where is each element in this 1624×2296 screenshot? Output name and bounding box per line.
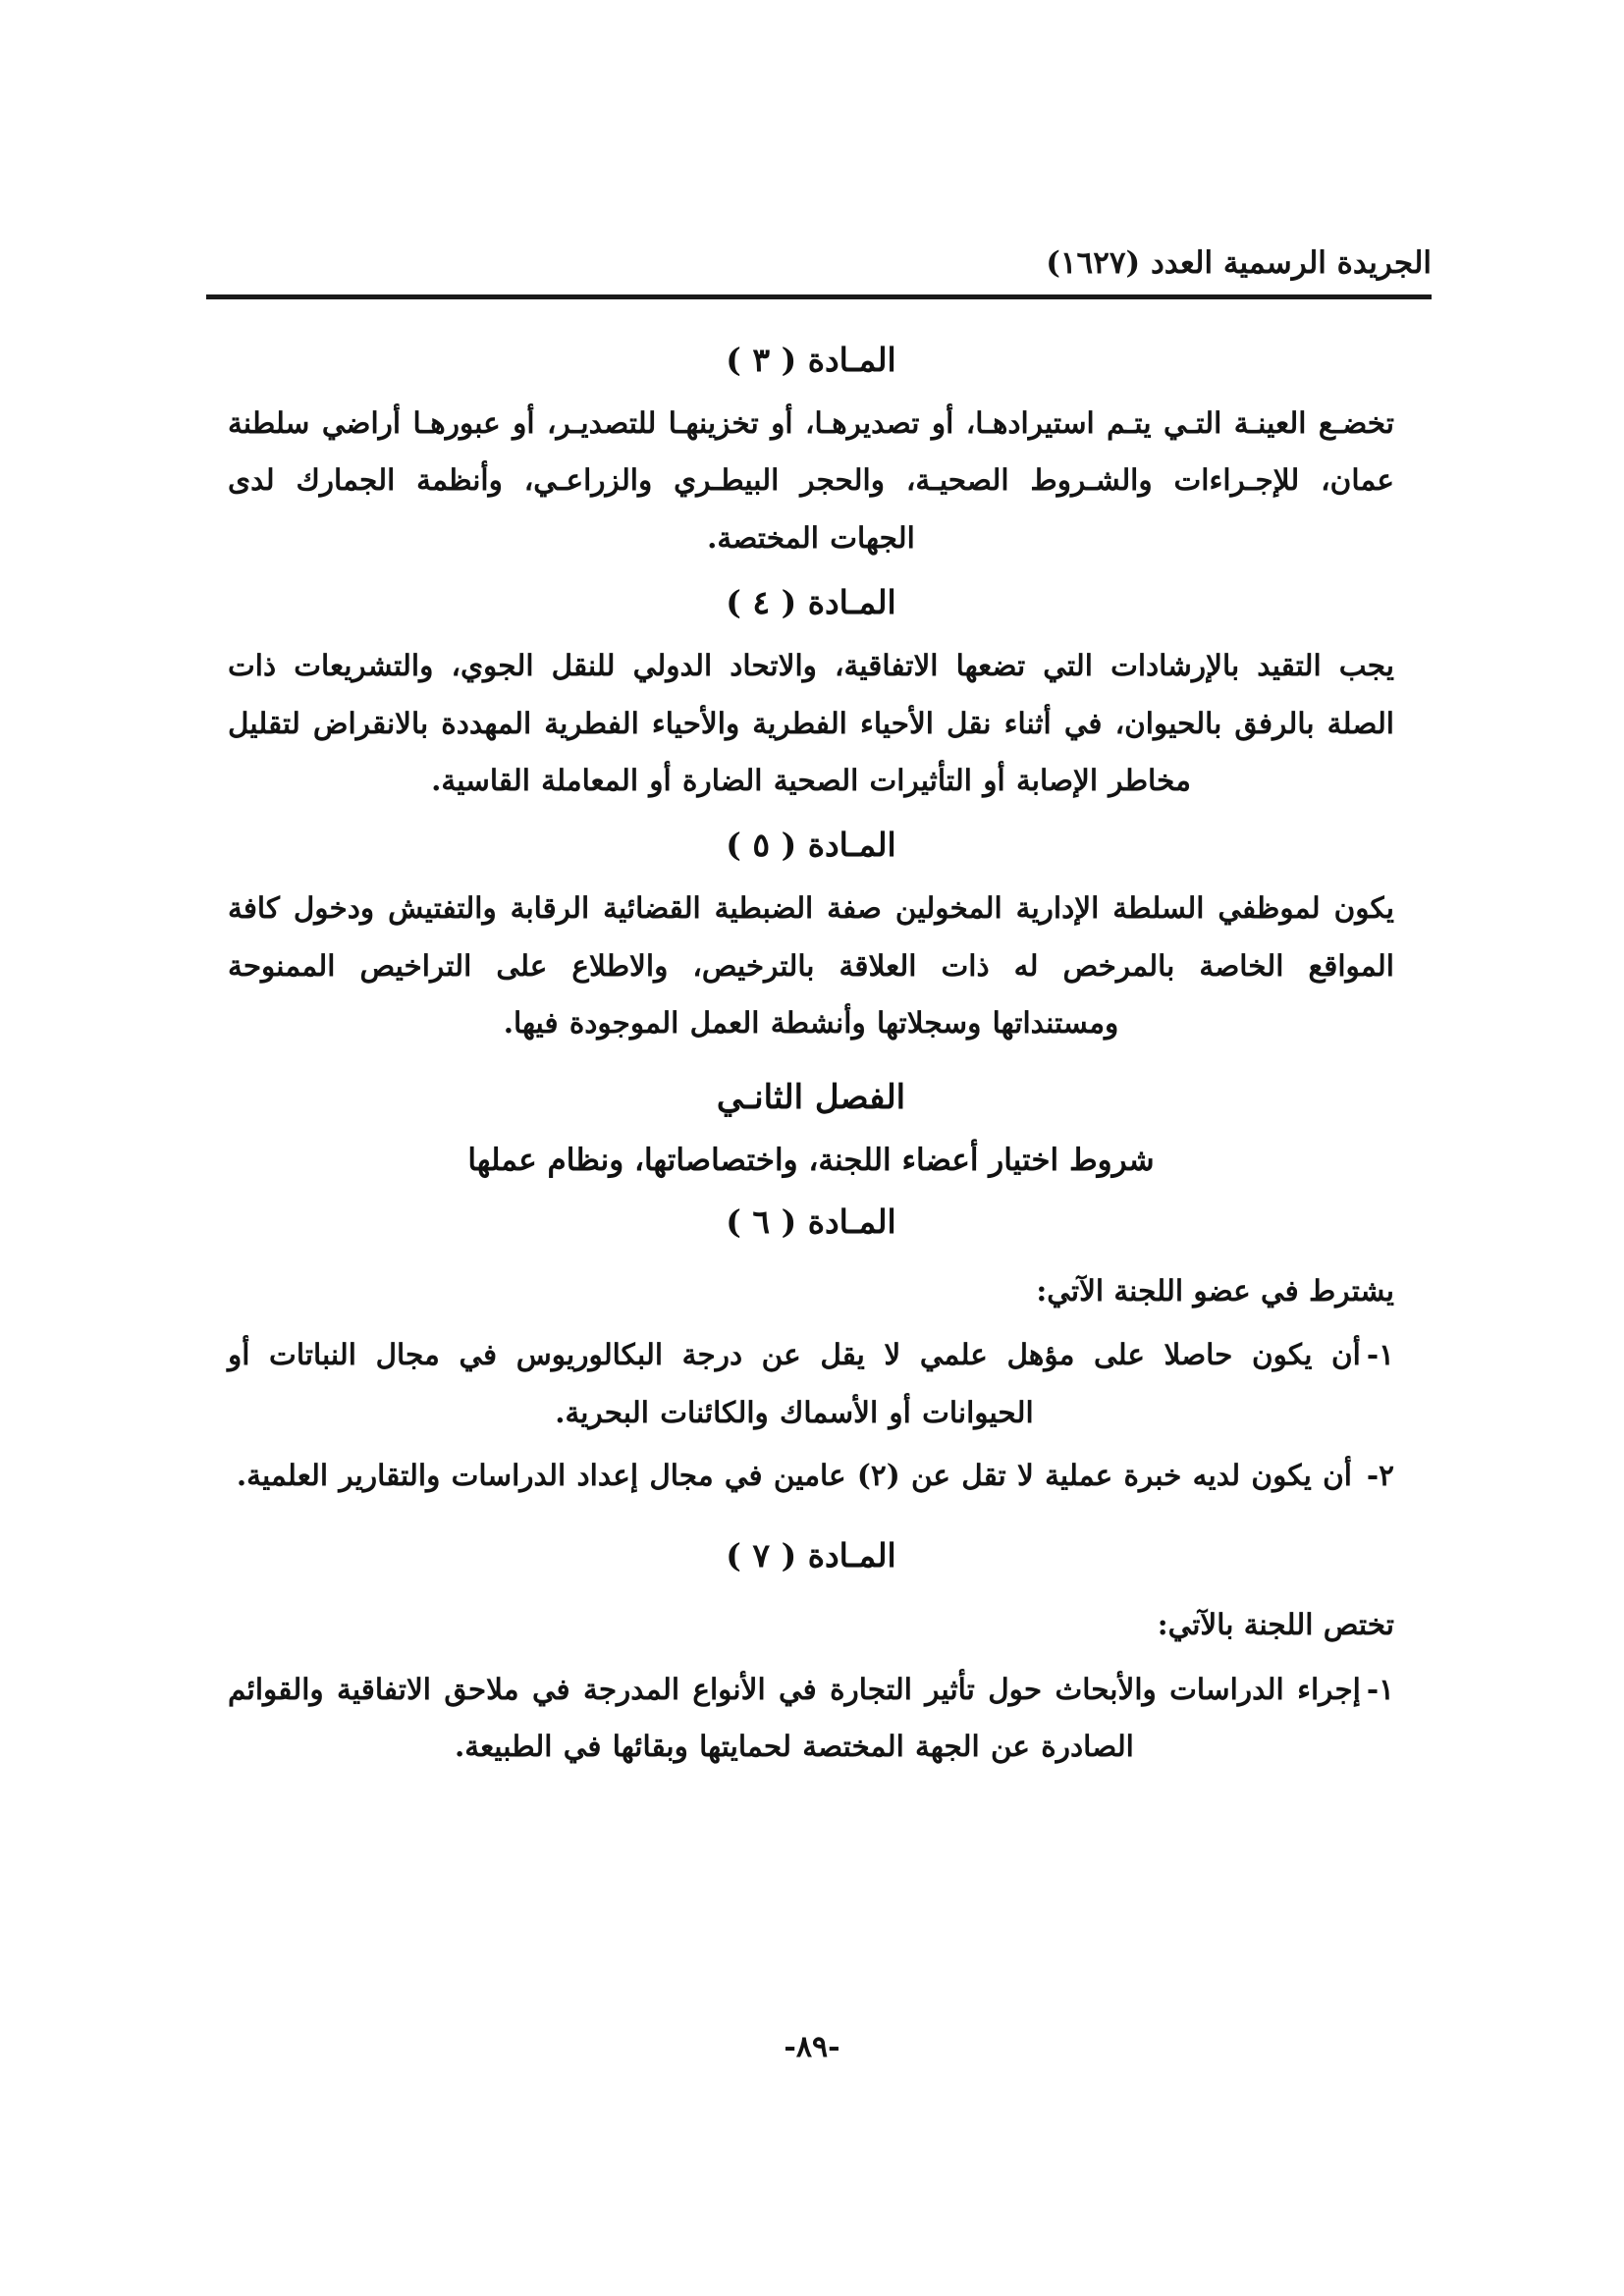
- article-heading-5: المـادة ( ٥ ): [726, 826, 896, 865]
- article-6-lead-in: يشترط في عضو اللجنة الآتي:: [1036, 1272, 1394, 1308]
- spacer: [228, 1504, 1394, 1520]
- article-body-5: يكون لموظفي السلطة الإدارية المخولين صفة الضبطية القضائية الرقابة والتفتيش ودخول كافة المواقع الخاصة بالمرخص له ذات العلاقة بالترخيص، والاطلاع على التراخيص الممنوحة ومستنداتها وسجلاتها وأنشطة العمل الموجودة فيها.: [228, 890, 1394, 1041]
- article-7-lead-in: تختص اللجنة بالآتي:: [1157, 1607, 1394, 1642]
- list-item: [228, 1320, 1394, 1441]
- article-body-3: تخضـع العينـة التـي يتـم استيرادهـا، أو تصديرهـا، أو تخزينهـا للتصديـر، أو عبورهـا أراضي سلطنة عمان، للإجـراءات والشـروط الصحيـة، والحجر البيطـري والزراعـي، وأنظمة الجمارك لدى الجهات المختصة.: [228, 405, 1394, 555]
- list-item: [228, 1655, 1394, 1776]
- header-rule: [206, 294, 1432, 299]
- list-item-marker: ١-: [1366, 1337, 1394, 1372]
- list-item-marker: ٢-: [1366, 1457, 1394, 1492]
- chapter-title: الفصل الثانـي: [716, 1077, 906, 1117]
- running-head: [206, 245, 1432, 281]
- chapter-block: [228, 1052, 1394, 1186]
- article-heading-3: المـادة ( ٣ ): [726, 341, 896, 379]
- article-7-list: [228, 1655, 1394, 1776]
- article-body-4: يجب التقيد بالإرشادات التي تضعها الاتفاقية، والاتحاد الدولي للنقل الجوي، والتشريعات ذات الصلة بالرفق بالحيوان، في أثناء نقل الأحياء الفطرية والأحياء الفطرية المهددة بالانقراض لتقليل مخاطر الإصابة أو التأثيرات الصحية الضارة أو المعاملة القاسية.: [228, 648, 1394, 798]
- article-heading-4: المـادة ( ٤ ): [726, 583, 896, 622]
- article-6-list: [228, 1320, 1394, 1504]
- list-item-text: أن يكون لديه خبرة عملية لا تقل عن (٢) عامين في مجال إعداد الدراسات والتقارير العلمية.: [236, 1457, 1352, 1492]
- list-item: [228, 1441, 1394, 1504]
- page-number: -٨٩-: [784, 2030, 840, 2064]
- chapter-subtitle: شروط اختيار أعضاء اللجنة، واختصاصاتها، ونظام عملها: [467, 1142, 1155, 1178]
- running-head-text: الجريدة الرسمية العدد (١٦٢٧): [1046, 245, 1432, 281]
- list-item-marker: ١-: [1366, 1671, 1394, 1706]
- article-heading-6: المـادة ( ٦ ): [726, 1201, 896, 1241]
- list-item-text: أن يكون حاصلا على مؤهل علمي لا يقل عن درجة البكالوريوس في مجال النباتات أو الحيوانات أو الأسماك والكائنات البحرية.: [228, 1337, 1361, 1429]
- list-item-text: إجراء الدراسات والأبحاث حول تأثير التجارة في الأنواع المدرجة في ملاحق الاتفاقية والقوائم الصادرة عن الجهة المختصة لحمايتها وبقائها في الطبيعة.: [228, 1671, 1361, 1764]
- article-heading-7: المـادة ( ٧ ): [726, 1536, 896, 1575]
- content-column: [228, 324, 1394, 1776]
